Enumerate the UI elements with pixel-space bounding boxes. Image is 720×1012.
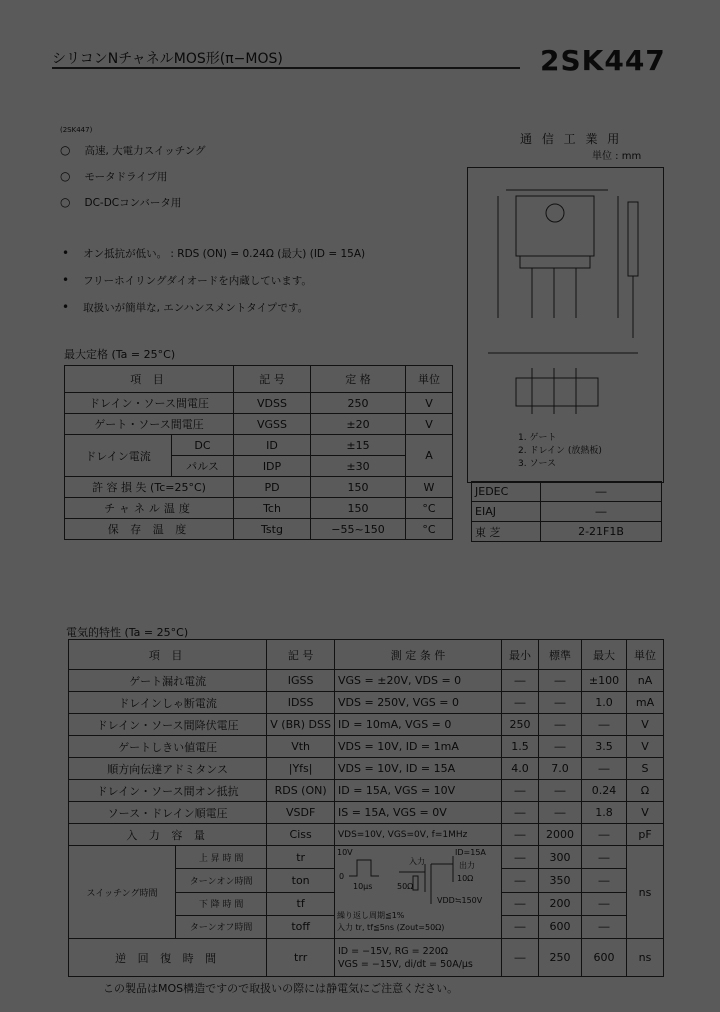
application-item: ○ モータドライブ用 [60, 169, 168, 183]
package-title: 通 信 工 業 用 [520, 132, 623, 146]
application-item: ○ 高速, 大電力スイッチング [60, 143, 206, 157]
table-row: ドレインしゃ断電流 IDSS VDS = 250V, VGS = 0 ― ― 1.0 mA [69, 692, 664, 714]
table-row: ゲート漏れ電流 IGSS VGS = ±20V, VDS = 0 ― ― ±100 nA [69, 670, 664, 692]
table-row: パルス IDP ±30 [65, 456, 453, 477]
header-rule [52, 67, 520, 69]
table-row: 東 芝 2-21F1B [472, 522, 662, 542]
table-header-row: 項 目 記 号 測 定 条 件 最小 標準 最大 単位 [69, 640, 664, 670]
table-row: ドレイン・ソース間電圧 VDSS 250 V [65, 393, 453, 414]
package-drawing-box [467, 167, 664, 483]
elec-table [68, 639, 664, 977]
table-row: EIAJ ― [472, 502, 662, 522]
table-row: 入 力 容 量 Ciss VDS=10V, VGS=0V, f=1MHz ― 2000 ― pF [69, 824, 664, 846]
max-ratings-title: 最大定格 (Ta = 25°C) [64, 348, 176, 361]
table-row: ドレイン・ソース間降伏電圧 V (BR) DSS ID = 10mA, VGS = 0 250 ― ― V [69, 714, 664, 736]
pin-item: 3. ソース [518, 459, 556, 469]
pin-item: 2. ドレイン (放熱板) [518, 446, 602, 456]
part-number: 2SK447 [540, 44, 666, 77]
feature-item: • フリーホイリングダイオードを内蔵しています。 [62, 273, 312, 287]
table-row: ゲートしきい値電圧 Vth VDS = 10V, ID = 1mA 1.5 ― 3.5 V [69, 736, 664, 758]
table-row: スイッチング時間 上 昇 時 間 tr 10V 0 10μs 入力 ID=15A 出力 10Ω 50Ω VDD≒150V 繰り返し周期≦1% 入力 tr, tf≦5ns (Zout=50Ω) ― 300 ― ns [69, 846, 664, 869]
table-row: ドレイン電流 DC ID ±15 A [65, 435, 453, 456]
package-unit: 単位 : mm [592, 151, 642, 162]
table-row: 順方向伝達アドミタンス |Yfs| VDS = 10V, ID = 15A 4.0 7.0 ― S [69, 758, 664, 780]
elec-title: 電気的特性 (Ta = 25°C) [66, 626, 189, 639]
table-row: ドレイン・ソース間オン抵抗 RDS (ON) ID = 15A, VGS = 10V ― ― 0.24 Ω [69, 780, 664, 802]
package-standards-table [471, 481, 662, 542]
table-row: ターンオン時間 ton ― 350 ― [69, 869, 664, 892]
pin-list [518, 432, 602, 471]
feature-item: • 取扱いが簡単な, エンハンスメントタイプです。 [62, 300, 309, 314]
table-row: 許 容 損 失 (Tc=25°C) PD 150 W [65, 477, 453, 498]
table-row: チャネル温度 Tch 150 °C [65, 498, 453, 519]
max-ratings-table [64, 365, 453, 540]
table-header-row: 項 目 記 号 定 格 単位 [65, 366, 453, 393]
pin-item: 1. ゲート [518, 433, 557, 443]
table-row: ゲート・ソース間電圧 VGSS ±20 V [65, 414, 453, 435]
table-row: 保 存 温 度 Tstg −55~150 °C [65, 519, 453, 540]
table-row: ソース・ドレイン順電圧 VSDF IS = 15A, VGS = 0V ― ― 1.8 V [69, 802, 664, 824]
table-row: ターンオフ時間 toff ― 600 ― [69, 915, 664, 938]
note-tag: (2SK447) [60, 126, 93, 134]
switching-test-circuit: 10V 0 10μs 入力 ID=15A 出力 10Ω 50Ω VDD≒150V 繰り返し周期≦1% 入力 tr, tf≦5ns (Zout=50Ω) [335, 846, 502, 939]
application-list [60, 139, 206, 217]
feature-item: • オン抵抗が低い。 : RDS (ON) = 0.24Ω (最大) (ID = 15A) [62, 246, 366, 260]
feature-list [62, 242, 365, 323]
table-row: 逆 回 復 時 間 trr ID = −15V, RG = 220Ω VGS = −15V, di/dt = 50A/μs ― 250 600 ns [69, 939, 664, 977]
series-title: シリコンNチャネルMOS形(π−MOS) [52, 51, 283, 67]
esd-caution-note: この製品はMOS構造ですので取扱いの際には静電気にご注意ください。 [103, 982, 459, 995]
application-item: ○ DC-DCコンバータ用 [60, 195, 182, 209]
table-row: JEDEC ― [472, 482, 662, 502]
table-row: 下 降 時 間 tf ― 200 ― [69, 892, 664, 915]
